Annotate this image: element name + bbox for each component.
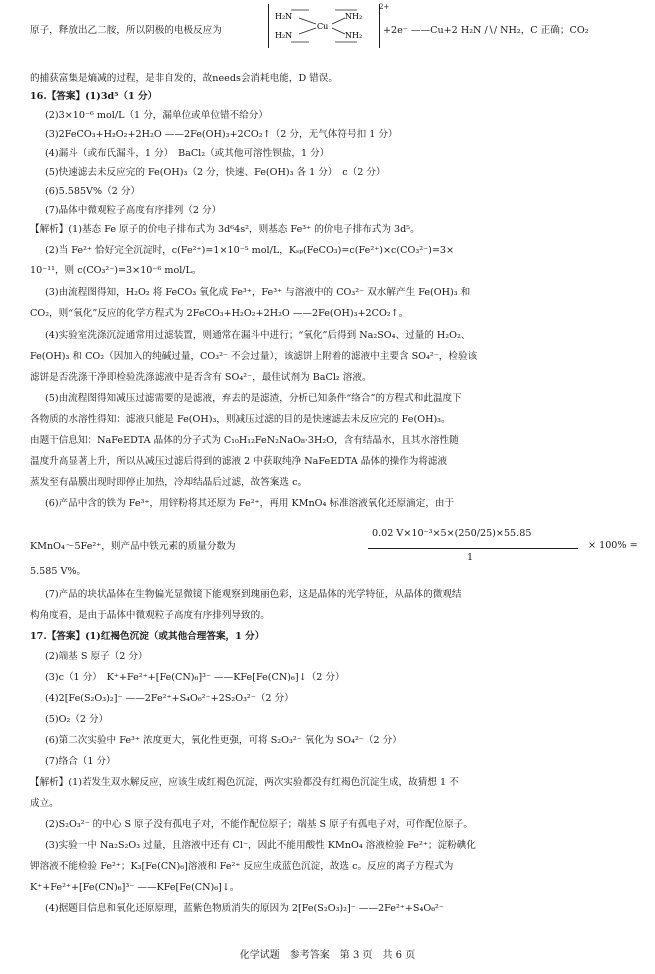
text-line: 蒸发至有晶膜出现时即停止加热，冷却结晶后过滤，故答案选 c。 <box>30 477 308 488</box>
text-line: 成立。 <box>30 798 59 809</box>
text-line: 构角度看，是由于晶体中微观粒子高度有序排列导致的。 <box>30 610 270 621</box>
text-line: (2)端基 S 原子（2 分） <box>45 651 148 662</box>
text-line: (2)S₂O₃²⁻ 的中心 S 原子没有孤电子对，不能作配位原子；端基 S 原子有孤电子对，可作配位原子。 <box>45 819 473 830</box>
text-line: 各物质的水溶性得知：滤液只能是 Fe(OH)₃，则减压过滤的目的是快速滤去未反应完的 Fe(OH)₃。 <box>30 414 451 425</box>
text-line: (7)晶体中微观粒子高度有序排列（2 分） <box>45 205 222 216</box>
text-line: (4)据题目信息和氧化还原原理，蓝紫色物质消失的原因为 2[Fe(S₂O₃)₂]⁻ ——2Fe²⁺+S₄O₆²⁻ <box>45 903 444 914</box>
text-line: (4)实验室洗涤沉淀通常用过滤装置，则通常在漏斗中进行；“氧化”后得到 Na₂SO₄、过量的 H₂O₂、 <box>45 330 471 341</box>
text-line: Fe(OH)₃ 和 CO₂（因加入的纯碱过量，CO₃²⁻ 不会过量），该滤饼上附着的滤液中主要含 SO₄²⁻，检验该 <box>30 351 478 362</box>
text-line: (2)当 Fe²⁺ 恰好完全沉淀时，c(Fe²⁺)=1×10⁻⁵ mol/L，Kₛₚ(FeCO₃)=c(Fe²⁺)×c(CO₃²⁻)=3× <box>45 245 455 256</box>
complex-nh-bottom: NH₂ <box>345 31 363 40</box>
complex-charge: 2+ <box>379 3 390 11</box>
text-line: 滤饼是否洗涤干净即检验洗涤滤液中是否含有 SO₄²⁻，最佳试剂为 BaCl₂ 溶液。 <box>30 372 372 383</box>
text-line: 【解析】(1)基态 Fe 原子的价电子排布式为 3d⁶4s²，则基态 Fe³⁺ 的价电子排布式为 3d⁵。 <box>30 224 420 235</box>
text-line: (7)产品的块状晶体在生物偏光显微镜下能观察到瑰丽色彩，这是晶体的光学特征，从晶体的微观结 <box>45 589 462 600</box>
complex-nh-top: NH₂ <box>345 12 363 21</box>
fraction-numerator: 0.02 V×10⁻³×5×(250/25)×55.85 <box>372 528 532 539</box>
copper-complex-structure <box>268 4 380 48</box>
fraction-bar <box>368 548 578 549</box>
text-line: 16.【答案】(1)3d⁵（1 分） <box>30 91 158 102</box>
page-footer: 化学试题 参考答案 第 3 页 共 6 页 <box>239 950 416 961</box>
complex-h2n-top: H₂N <box>275 12 293 21</box>
complex-cu: Cu <box>317 22 329 31</box>
fraction-tail: × 100% = <box>588 540 638 551</box>
text-line: 【解析】(1)若发生双水解反应，应该生成红褐色沉淀，两次实验都没有红褐色沉淀生成，故猜想 1 不 <box>30 777 459 788</box>
text-line: 5.585 V%。 <box>30 566 87 577</box>
text-line: K⁺+Fe²⁺+[Fe(CN)₆]³⁻ ——KFe[Fe(CN)₆]↓。 <box>30 882 240 893</box>
text-line: (6)第二次实验中 Fe³⁺ 浓度更大，氧化性更强，可将 S₂O₃²⁻ 氧化为 SO₄²⁻（2 分） <box>45 735 402 746</box>
text-line: 10⁻¹¹，则 c(CO₃²⁻)=3×10⁻⁶ mol/L。 <box>30 265 202 276</box>
text-line: 原子，释放出乙二胺，所以阴极的电极反应为 <box>30 25 222 36</box>
text-line: (5)由流程图得知减压过滤需要的是滤液，弃去的是滤渣，分析已知条件“络合”的方程式和此温度下 <box>45 393 462 404</box>
text-line: (3)由流程图得知，H₂O₂ 将 FeCO₃ 氧化成 Fe³⁺，Fe³⁺ 与溶液中的 CO₃²⁻ 双水解产生 Fe(OH)₃ 和 <box>45 287 471 298</box>
text-line: (4)漏斗（或布氏漏斗，1 分） BaCl₂（或其他可溶性钡盐，1 分） <box>45 148 330 159</box>
text-line: (3)实验一中 Na₂S₂O₃ 过量，且溶液中还有 Cl⁻，因此不能用酸性 KMnO₄ 溶液检验 Fe²⁺；淀粉碘化 <box>45 840 476 851</box>
text-line: (7)络合（1 分） <box>45 756 116 767</box>
text-line: (3)2FeCO₃+H₂O₂+2H₂O ——2Fe(OH)₃+2CO₂↑（2 分，无气体符号扣 1 分） <box>45 129 398 140</box>
text-line: +2e⁻ ——Cu+2 H₂N ∕∖∕ NH₂，C 正确；CO₂ <box>383 25 589 36</box>
text-line: (4)2[Fe(S₂O₃)₂]⁻ ——2Fe²⁺+S₄O₆²⁻+2S₂O₃²⁻（2 分） <box>45 693 294 704</box>
text-line: (2)3×10⁻⁶ mol/L（1 分，漏单位或单位错不给分） <box>45 110 268 121</box>
text-line: 的捕获富集是熵减的过程，是非自发的，故needs会消耗电能，D 错误。 <box>30 73 338 84</box>
text-line: (6)5.585V%（2 分） <box>45 186 141 197</box>
text-line: KMnO₄～5Fe²⁺，则产品中铁元素的质量分数为 <box>30 541 236 552</box>
text-line: (5)O₂（2 分） <box>45 714 109 725</box>
text-line: 温度升高显著上升，所以从减压过滤后得到的滤液 2 中获取纯净 NaFeEDTA 晶体的操作为将滤液 <box>30 456 448 467</box>
text-line: 钾溶液不能检验 Fe²⁺；K₃[Fe(CN)₆]溶液和 Fe²⁺ 反应生成蓝色沉淀，故选 c。反应的离子方程式为 <box>30 861 454 872</box>
text-line: (5)快速滤去未反应完的 Fe(OH)₃（2 分，快速、Fe(OH)₃ 各 1 分） c（2 分） <box>45 167 386 178</box>
text-line: CO₂，则“氧化”反应的化学方程式为 2FeCO₃+H₂O₂+2H₂O ——2Fe(OH)₃+2CO₂↑。 <box>30 308 409 319</box>
text-line: (6)产品中含的铁为 Fe³⁺，用锌粉将其还原为 Fe²⁺，再用 KMnO₄ 标准溶液氧化还原滴定，由于 <box>45 498 455 509</box>
complex-h2n-bottom: H₂N <box>275 31 293 40</box>
text-line: 由题干信息知：NaFeEDTA 晶体的分子式为 C₁₀H₁₂FeN₂NaO₈·3H₂O，含有结晶水，且其水溶性随 <box>30 435 459 446</box>
mass-fraction-formula <box>332 524 638 584</box>
fraction-denominator: 1 <box>467 552 474 563</box>
text-line: (3)c（1 分） K⁺+Fe²⁺+[Fe(CN)₆]³⁻ ——KFe[Fe(CN)₆]↓（2 分） <box>45 672 345 683</box>
text-line: 17.【答案】(1)红褐色沉淀（或其他合理答案，1 分） <box>30 631 265 642</box>
